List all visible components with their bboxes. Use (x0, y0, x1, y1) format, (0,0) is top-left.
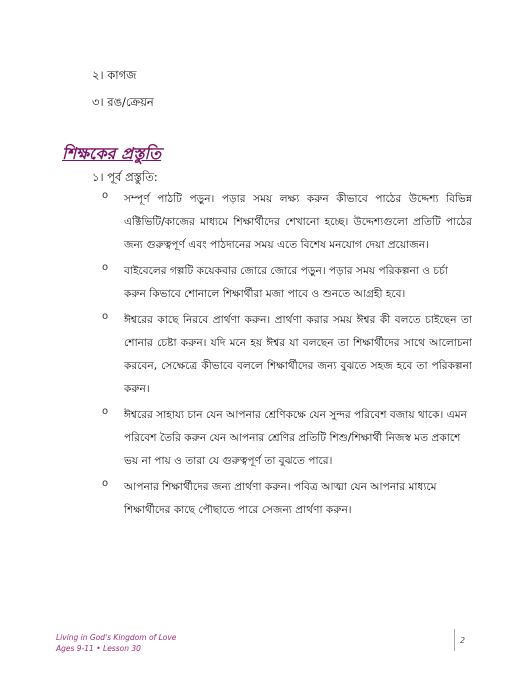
bullet-item (92, 188, 472, 257)
page-number: 2 (460, 636, 466, 645)
footer-course-title: Living in God's Kingdom of Love (56, 633, 177, 642)
bullet-circle-icon: o (102, 311, 109, 322)
section-heading: শিক্ষকের প্রস্তুতি (62, 144, 162, 163)
bullet-item (92, 309, 472, 401)
bullet-text: সম্পূর্ণ পাঠটি পড়ুন। পড়ার সময় লক্ষ্য করুন কীভাবে পাঠের উদ্দেশ্য বিভিন্ন এক্টিভিটি/কাজের মাধ্যমে শিক্ষার্থীদের শেখানো হচ্ছে। উদ্দেশ্যগুলো প্রতিটি পাঠের জন্য গুরুত্বপূর্ণ এবং পাঠদানের সময় এতে বিশেষ মনযোগ দেয়া প্রয়োজন। (124, 193, 472, 251)
bullet-item (92, 404, 472, 473)
preparation-bullet-list (92, 188, 472, 525)
bullet-text: ঈশ্বরের কাছে নিরবে প্রার্থণা করুন। প্রার্থণা করার সময় ঈশ্বর কী বলতে চাইছেন তা শোনার চেষ্টা করুন। যদি মনে হয় ঈশ্বর যা বলছেন তা শিক্ষার্থীদের সাথে আলোচনা করবেন, সেক্ষেত্রে কীভাবে বললে শিক্ষার্থীদের জন্য বুঝতে সহজ হবে তা পরিকল্পনা করুন। (124, 314, 472, 395)
bullet-circle-icon: o (102, 190, 109, 201)
materials-list (92, 68, 154, 122)
bullet-circle-icon: o (102, 262, 109, 273)
bullet-circle-icon: o (102, 478, 109, 489)
footer-lesson-info: Ages 9-11 • Lesson 30 (56, 644, 141, 653)
material-item-paper: ২। কাগজ (92, 68, 137, 82)
footer-divider (454, 629, 455, 651)
bullet-text: আপনার শিক্ষার্থীদের জন্য প্রার্থণা করুন। পবিত্র আত্মা যেন আপনার মাধ্যমে শিক্ষার্থীদের কাছে পৌছাতে পারে সেজন্য প্রার্থণা করুন। (124, 481, 437, 516)
footer-course-info (56, 632, 176, 654)
bullet-text: ঈশ্বরের সাহায্য চান যেন আপনার শ্রেণিকক্ষে যেন সুন্দর পরিবেশ বজায় থাকে। এমন পরিবেশ তৈরি করুন যেন আপনার শ্রেণির প্রতিটি শিশু/শিক্ষার্থী নিজস্ব মত প্রকাশে ভয় না পায় ও তারা যে গুরুত্বপূর্ণ তা বুঝতে পারে। (124, 409, 467, 467)
bullet-text: বাইবেলের গল্পটি কয়েকবার জোরে জোরে পড়ুন। পড়ার সময় পরিকল্পনা ও চর্চা করুন কিভাবে শোনালে শিক্ষার্থীরা মজা পাবে ও শুনতে আগ্রহী হবে। (124, 265, 448, 300)
bullet-item (92, 260, 472, 306)
subsection-title: ১। পূর্ব প্রস্তুতি: (92, 170, 158, 184)
bullet-circle-icon: o (102, 406, 109, 417)
material-item-crayons: ৩। রঙ/ক্রেয়ন (92, 95, 154, 109)
bullet-item (92, 476, 472, 522)
